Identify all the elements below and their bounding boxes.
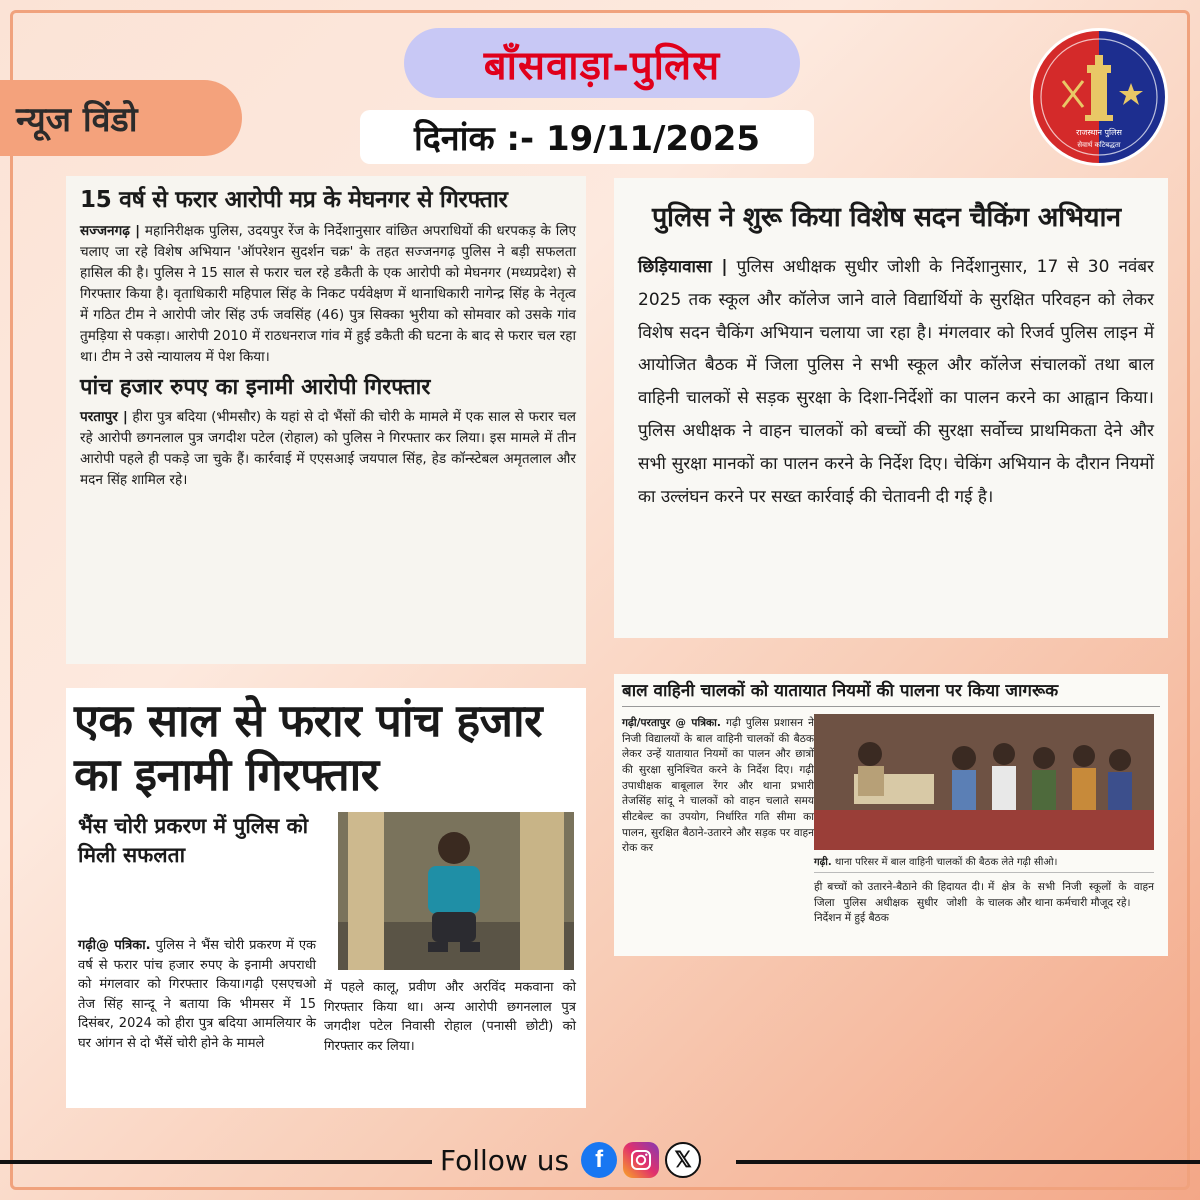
rajasthan-police-logo: [1030, 28, 1168, 166]
clipping-text: पुलिस अधीक्षक सुधीर जोशी के निर्देशानुसार, 17 से 30 नवंबर 2025 तक स्कूल और कॉलेज जाने वाले विद्यार्थियों के सुरक्षित परिवहन को लेकर विशेष सदन चैकिंग अभियान चलाया जा रहा है। मंगलवार को रिजर्व पुलिस लाइन में आयोजित बैठक में जिला पुलिस ने सभी स्कूल और कॉलेज संचालकों तथा बाल वाहिनी चालकों से सड़क सुरक्षा के दिशा-निर्देशों का पालन करने का आह्वान किया। पुलिस अधीक्षक ने वाहन चालकों को बच्चों की सुरक्षा सर्वोच्च प्राथमिकता देने और सभी सुरक्षा मानकों का पालन करने के निर्देश दिए। चेकिंग अभियान के दौरान नियमों का उल्लंघन करने पर सख्त कार्रवाई की चेतावनी दी गई है।: [638, 257, 1154, 507]
page-title: बाँसवाड़ा-पुलिस: [404, 28, 800, 98]
clipping-subheadline: भैंस चोरी प्रकरण में पुलिस को मिली सफलता: [78, 814, 309, 868]
clipping-dateline: गढ़ी/परतापुर @ पत्रिका.: [622, 717, 721, 729]
facebook-icon[interactable]: f: [581, 1142, 617, 1178]
news-clipping-sajjangarh: [66, 176, 586, 664]
accused-photo: [338, 812, 574, 970]
clipping-dateline: गढ़ी@ पत्रिका.: [78, 938, 151, 953]
caption-text: थाना परिसर में बाल वाहिनी चालकों की बैठक लेते गढ़ी सीओ।: [834, 857, 1058, 868]
clipping-dateline: सज्जनगढ़ |: [80, 222, 141, 239]
clipping-text: महानिरीक्षक पुलिस, उदयपुर रेंज के निर्देशानुसार वांछित अपराधियों की धरपकड़ के लिए चलाए जा रहे विशेष अभियान 'ऑपरेशन सुदर्शन चक्र' के तहत सज्जनगढ़ पुलिस ने बड़ी सफलता हासिल की है। पुलिस ने 15 साल से फरार चल रहे डकैती के एक आरोपी को मेघनगर (मध्यप्रदेश) से गिरफ्तार किया है। वृताधिकारी महिपाल सिंह के निकट पर्यवेक्षण में थानाधिकारी नागेन्द्र सिंह के नेतृत्व में गठित टीम ने आरोपी जोर सिंह उर्फ जवसिंह (46) पुत्र सिक्का भुरीया को सोमवार को उसके गांव तुमड़िया से पकड़ा। आरोपी 2010 में राठधनराज गांव में हुई डकैती की घटना के बाद से फरार चल रहा था। टीम ने उसे न्यायालय में पेश किया।: [80, 222, 577, 366]
clipping-text-2: हीरा पुत्र बदिया (भीमसौर) के यहां से दो भैंसों की चोरी के मामले में एक साल से फरार चल रहे आरोपी छगनलाल पुत्र जगदीश पटेल (रोहाल) को पुलिस ने गिरफ्तार कर लिया। इस मामले में तीन आरोपी पहले ही पकड़े जा चुके हैं। कार्रवाई में एएसआई जयपाल सिंह, हेड कॉन्स्टेबल अमृतलाल और मदन सिंह शामिल रहे।: [80, 408, 577, 488]
clipping-dateline: छिड़ियावासा |: [638, 257, 728, 278]
clipping-body-continued-2: में क्षेत्र के सभी निजी स्कूलों के वाहन चालक और थाना कर्मचारी मौजूद रहे।: [988, 881, 1154, 909]
news-window-label: न्यूज विंडो: [0, 80, 242, 156]
clipping-headline: एक साल से फरार पांच हजार का इनामी गिरफ्तार: [74, 694, 543, 801]
clipping-dateline-2: परतापुर |: [80, 408, 128, 425]
clipping-headline: 15 वर्ष से फरार आरोपी मप्र के मेघनगर से गिरफ्तार: [80, 187, 508, 213]
clipping-text: पुलिस ने भैंस चोरी प्रकरण में एक वर्ष से फरार पांच हजार रुपए के इनामी अपराधी को मंगलवार को गिरफ्तार किया।गढ़ी एसएचओ तेज सिंह सान्दू ने बताया कि भीमसर में 15 दिसंबर, 2024 को हीरा पुत्र बदिया आमलियार के घर आंगन से दो भैंसें चोरी होने के मामले: [78, 938, 317, 1051]
logo-top-text: राजस्थान पुलिस: [1076, 128, 1122, 137]
news-clipping-school-van-drivers: [614, 674, 1168, 956]
clipping-body: [78, 936, 316, 1053]
clipping-body: [622, 716, 814, 857]
news-clipping-checking-campaign: [614, 178, 1168, 638]
news-clipping-reward-accused: [66, 688, 586, 1108]
clipping-text: गढ़ी पुलिस प्रशासन ने निजी विद्यालयों के बाल वाहिनी चालकों की बैठक लेकर उन्हें यातायात नियमों का पालन और छात्रों की सुरक्षा सुनिश्चित करने के निर्देश दिए। गढ़ी उपाधीक्षक बाबूलाल रेंगर और थाना प्रभारी तेजसिंह सांदू ने चालकों को वाहन चलाते समय सीटबेल्ट का उपयोग, निर्धारित गति सीमा का पालन, सुरक्षित बैठाने-उतारने और सड़क पर वाहन रोक कर: [622, 717, 814, 855]
clipping-body-continued-1: ही बच्चों को उतारने-बैठाने की हिदायत दी। जिला पुलिस अधीक्षक सुधीर जोशी के निर्देशन में हुई बैठक: [814, 881, 984, 925]
caption-label: गढ़ी.: [814, 857, 832, 868]
x-icon[interactable]: 𝕏: [665, 1142, 701, 1178]
photo-caption: [814, 854, 1154, 873]
clipping-headline-2: पांच हजार रुपए का इनामी आरोपी गिरफ्तार: [80, 375, 431, 401]
clipping-body-continued: में पहले कालू, प्रवीण और अरविंद मकवाना को गिरफ्तार किया था। अन्य आरोपी छगनलाल पुत्र जगदीश पटेल निवासी रोहाल (पनासी छोटी) को गिरफ्तार कर लिया।: [324, 980, 576, 1054]
meeting-photo: [814, 714, 1154, 850]
follow-us-label: Follow us: [440, 1143, 570, 1177]
clipping-headline: पुलिस ने शुरू किया विशेष सदन चैकिंग अभियान: [652, 202, 1121, 233]
instagram-icon[interactable]: [623, 1142, 659, 1178]
clipping-body-2: [80, 407, 576, 491]
logo-motto: सेवार्थ कटिबद्धता: [1077, 141, 1121, 149]
clipping-body: [638, 251, 1154, 513]
follow-us-bar: [440, 1140, 701, 1180]
footer-divider-right: [736, 1160, 1200, 1164]
clipping-body: [80, 221, 576, 368]
date-label: दिनांक :- 19/11/2025: [360, 110, 814, 164]
footer-divider-left: [0, 1160, 432, 1164]
clipping-headline: बाल वाहिनी चालकों को यातायात नियमों की पालना पर किया जागरूक: [622, 680, 1160, 707]
